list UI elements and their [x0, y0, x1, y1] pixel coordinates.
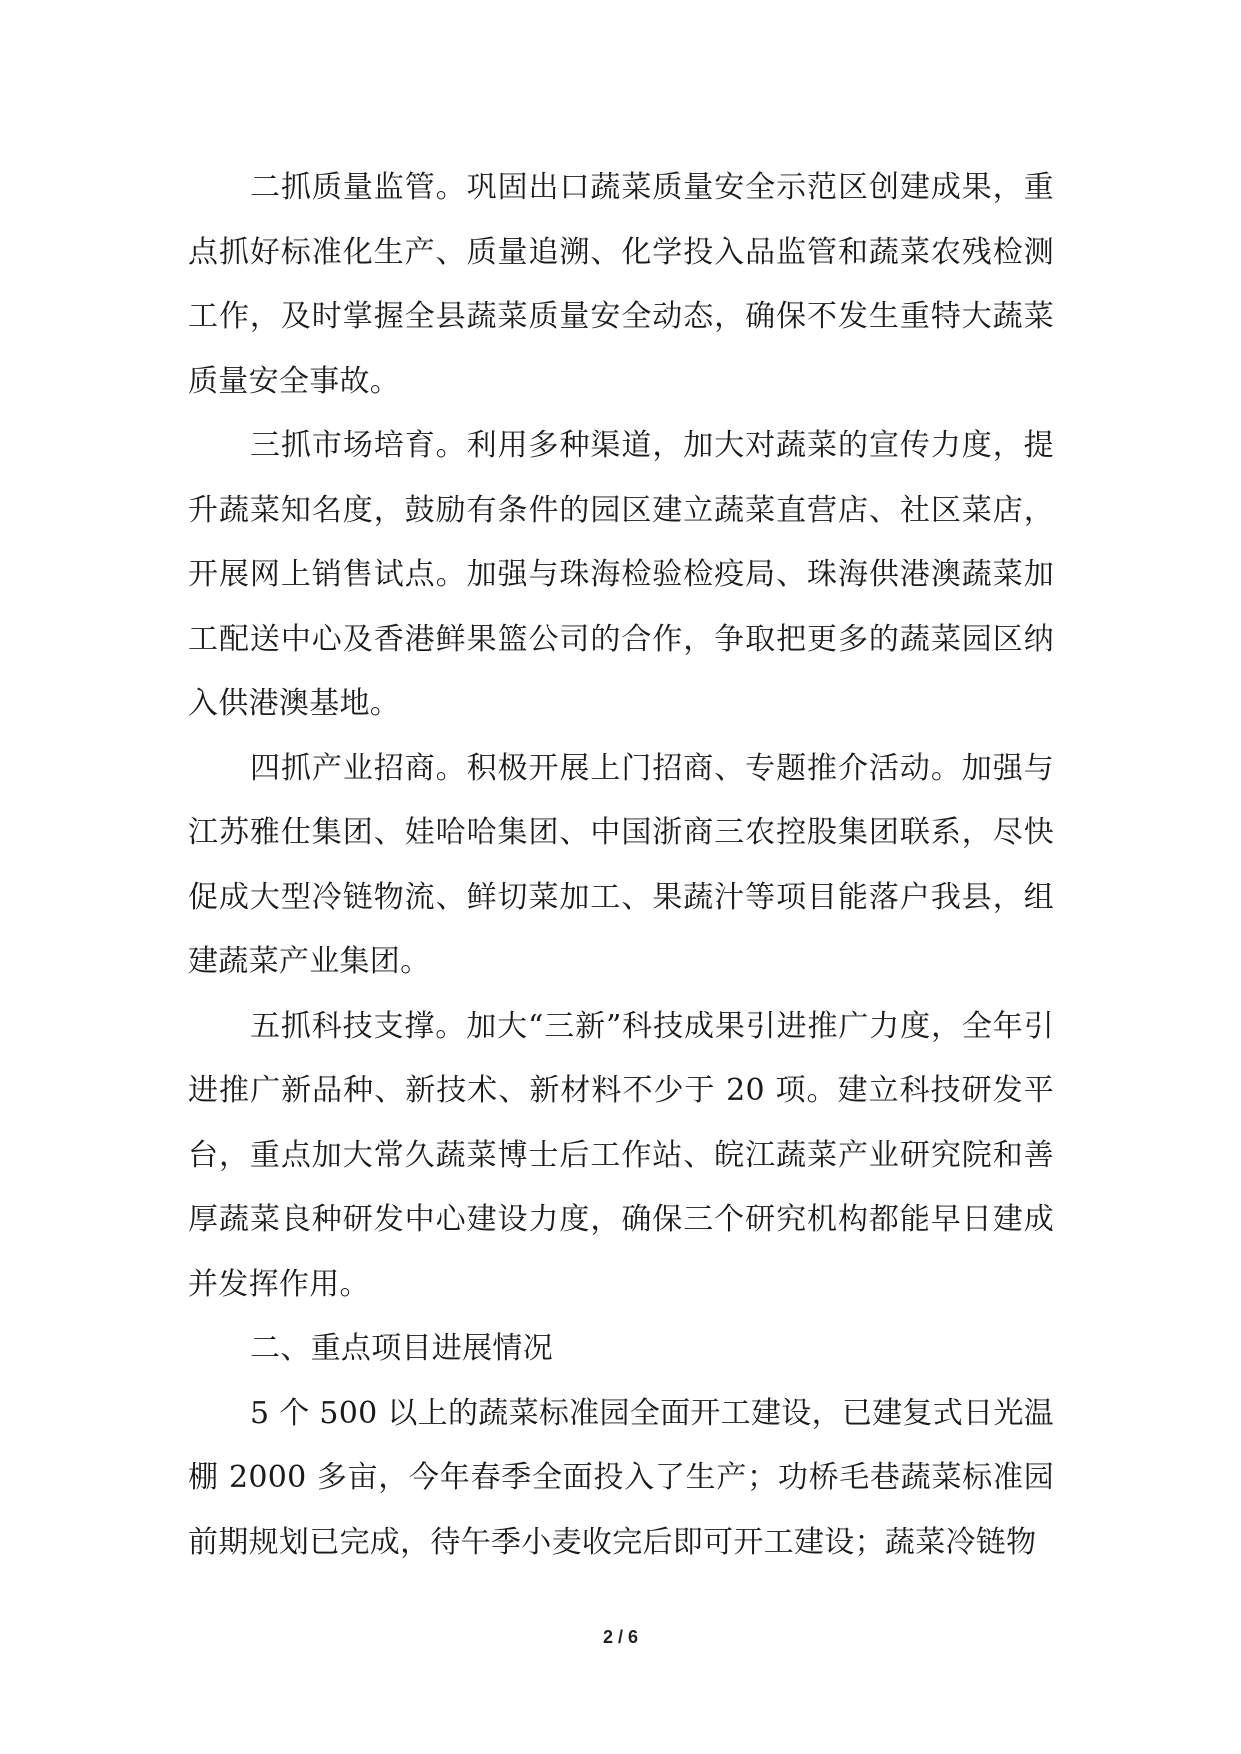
paragraph-industry-investment: 四抓产业招商。积极开展上门招商、专题推介活动。加强与江苏雅仕集团、娃哈哈集团、中国浙商三农控股集团联系，尽快促成大型冷链物流、鲜切菜加工、果蔬汁等项目能落户我县，组建蔬菜产业集团。 [188, 750, 1054, 979]
document-body [188, 156, 1054, 1575]
paragraph-market-cultivation: 三抓市场培育。利用多种渠道，加大对蔬菜的宣传力度，提升蔬菜知名度，鼓励有条件的园区建立蔬菜直营店、社区菜店，开展网上销售试点。加强与珠海检验检疫局、珠海供港澳蔬菜加工配送中心及香港鲜果篮公司的合作，争取把更多的蔬菜园区纳入供港澳基地。 [188, 428, 1054, 721]
section-heading-key-projects: 二、重点项目进展情况 [250, 1331, 553, 1366]
paragraph-quality-supervision: 二抓质量监管。巩固出口蔬菜质量安全示范区创建成果，重点抓好标准化生产、质量追溯、化学投入品监管和蔬菜农残检测工作，及时掌握全县蔬菜质量安全动态，确保不发生重特大蔬菜质量安全事故。 [188, 170, 1054, 399]
paragraph-technology-support: 五抓科技支撑。加大“三新”科技成果引进推广力度，全年引进推广新品种、新技术、新材料不少于 20 项。建立科技研发平台，重点加大常久蔬菜博士后工作站、皖江蔬菜产业研究院和善厚蔬菜良种研发中心建设力度，确保三个研究机构都能早日建成并发挥作用。 [188, 1008, 1054, 1302]
paragraph-project-progress: 5 个 500 以上的蔬菜标准园全面开工建设，已建复式日光温棚 2000 多亩，今年春季全面投入了生产；功桥毛巷蔬菜标准园前期规划已完成，待午季小麦收完后即可开工建设；蔬菜冷链物 [188, 1395, 1055, 1560]
page-number: 2 / 6 [602, 1627, 639, 1647]
